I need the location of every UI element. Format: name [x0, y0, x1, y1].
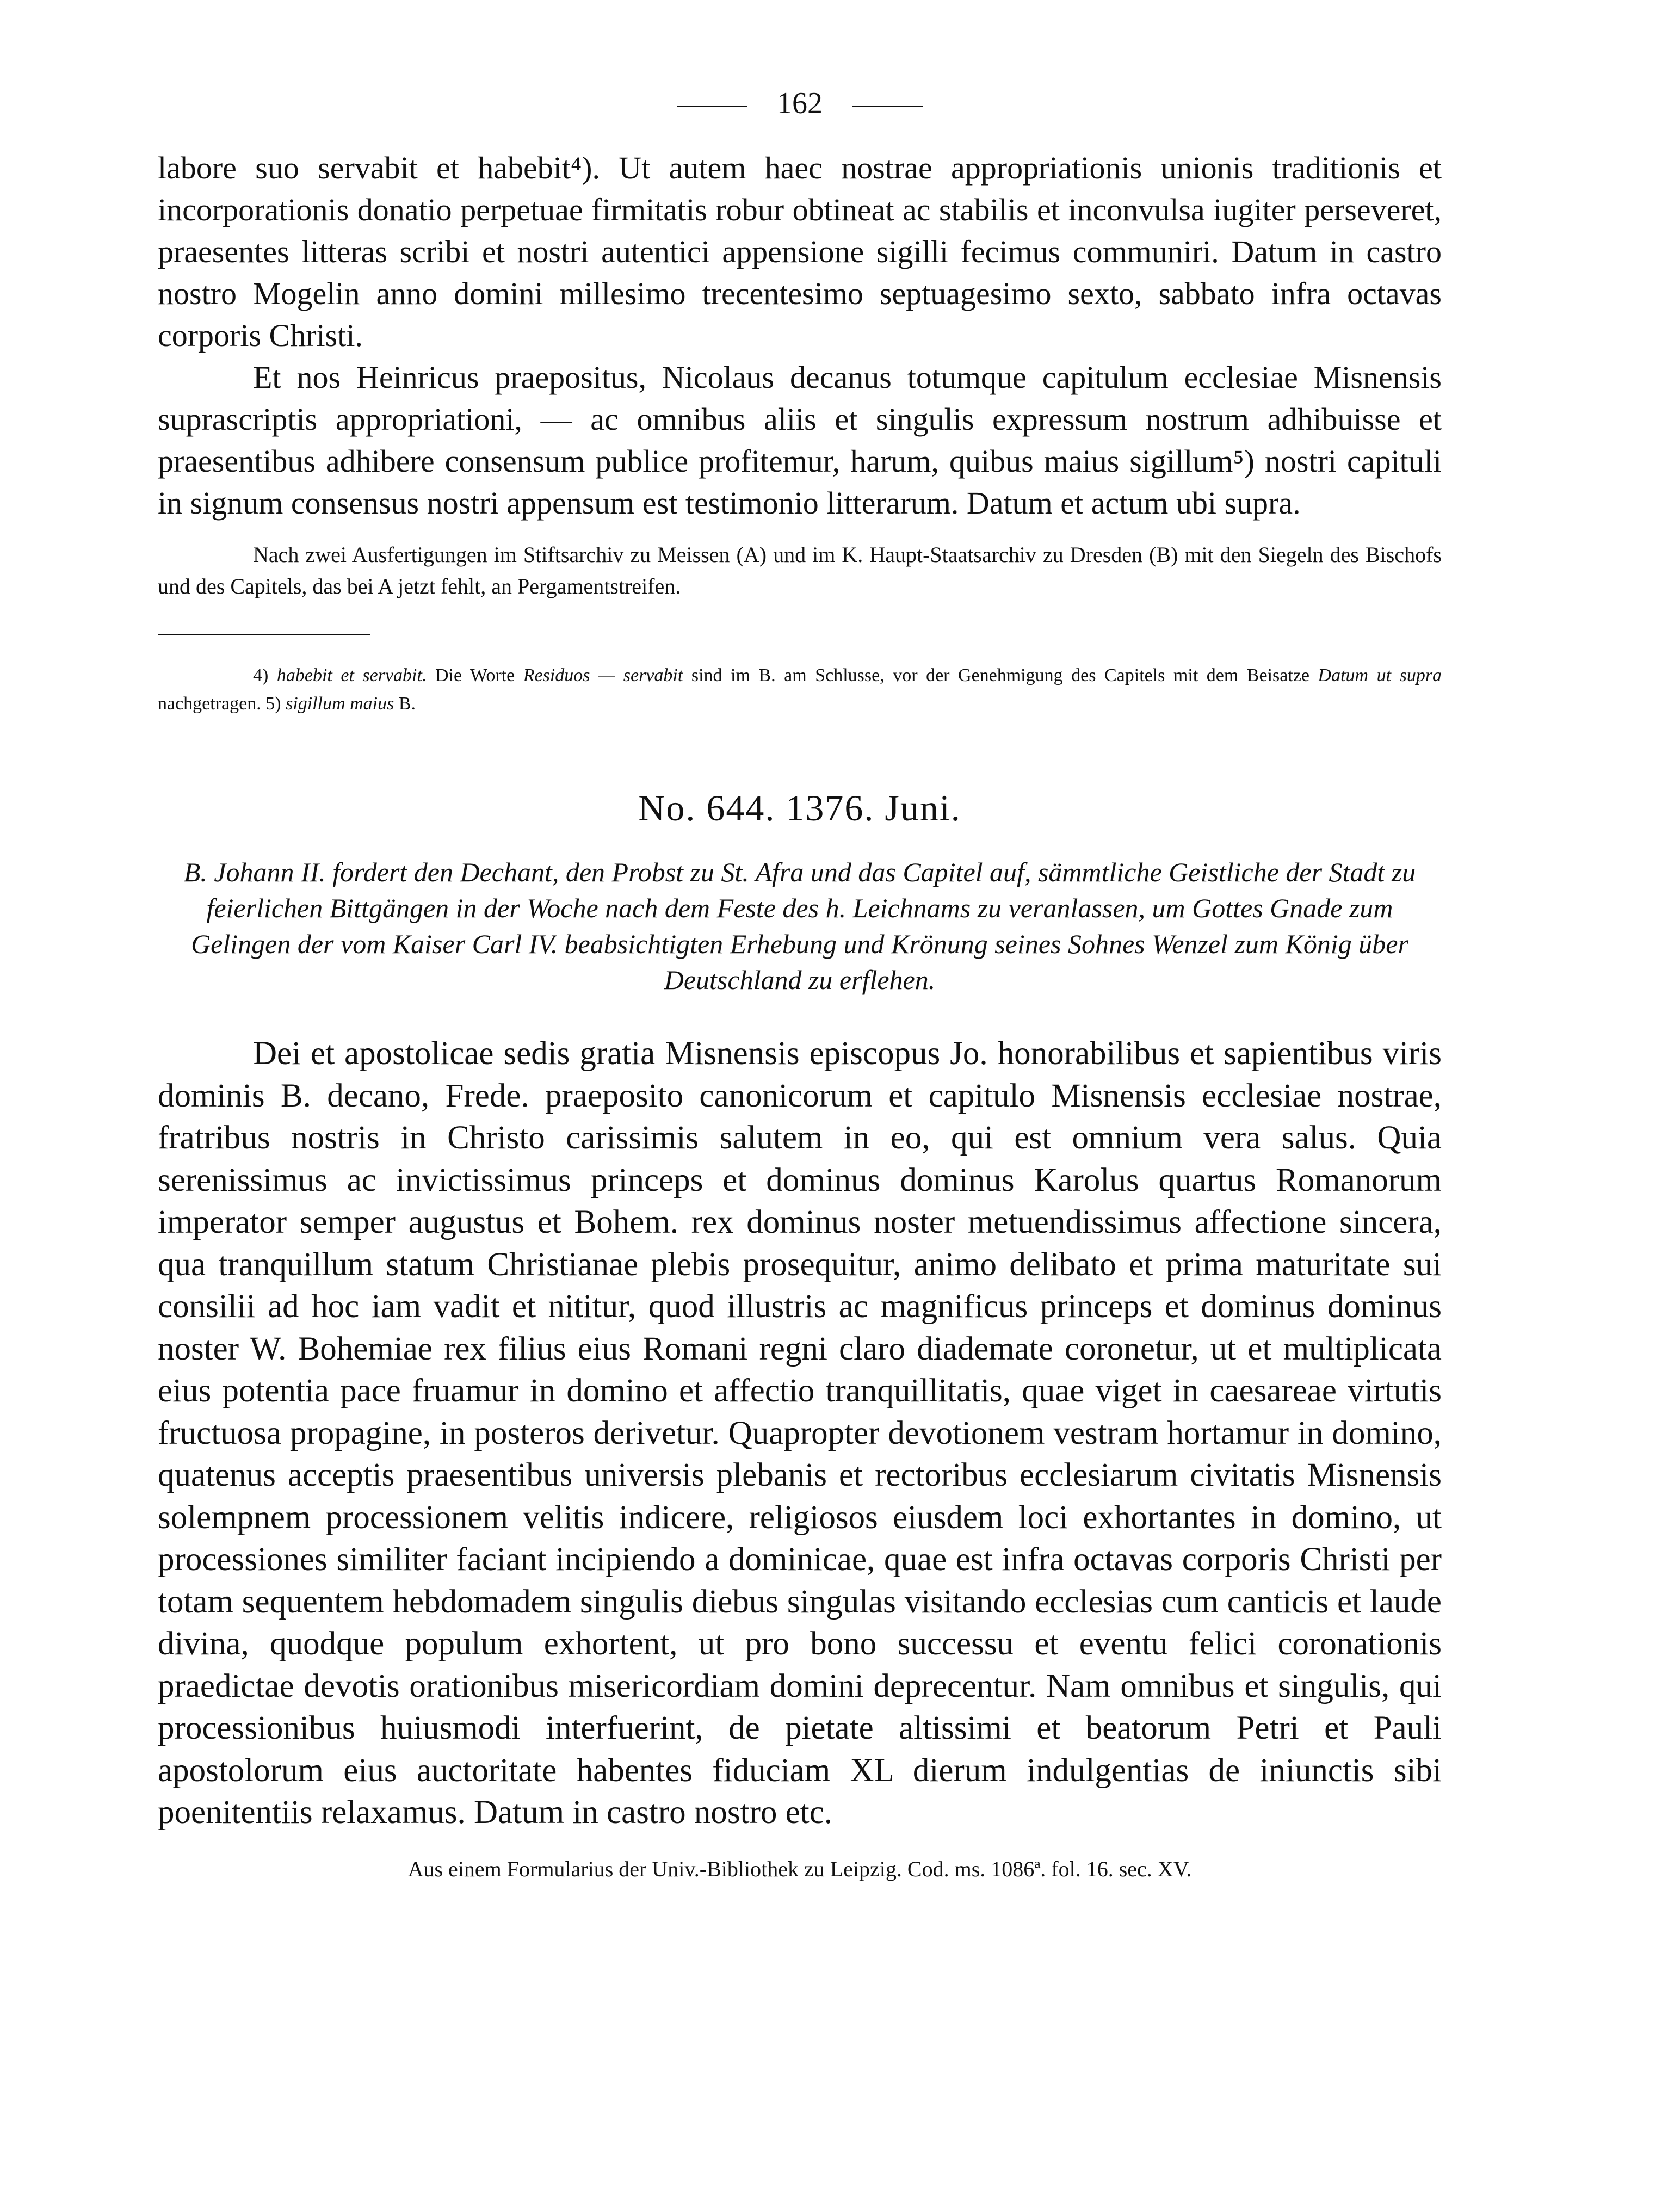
footnote-4-number: 4) — [253, 665, 269, 685]
footnote-5-number: 5) — [265, 694, 281, 714]
footnotes — [158, 662, 1442, 718]
page-number: 162 — [777, 86, 823, 120]
page-number-dash-right — [852, 106, 923, 107]
footnote-4-text-c: nachgetragen. — [158, 694, 261, 714]
footnote-4-text-a: Die Worte — [435, 665, 515, 685]
footnote-4-term-c: Datum ut supra — [1318, 665, 1442, 685]
regest-summary: B. Johann II. fordert den Dechant, den Probst zu St. Afra und das Capitel auf, sämmtliche Geistliche der Stadt zu feierlichen Bittgängen in der Woche nach dem Feste des h. Leichnams zu veranlassen, um Gottes Gnade zum Gelingen der vom Kaiser Carl IV. beabsichtigten Erhebung und Krönung seines Sohnes Wenzel zum König über Deutschland zu erflehen. — [183, 857, 1416, 995]
document-text: Dei et apostolicae sedis gratia Misnensis episcopus Jo. honorabilibus et sapientibus viris dominis B. decano, Frede. praeposito canonicorum et capitulo Misnensis ecclesiae nostrae, fratribus nostris in Christo carissimis salutem in eo, qui est omnium vera salus. Quia serenissimus ac invictissimus princeps et dominus dominus Karolus quartus Romanorum imperator semper augustus et Bohem. rex dominus noster metuendissimus affectione sincera, qua tranquillum statum Christianae plebis prosequitur, animo delibato et prima maturitate sui consilii ad hoc iam vadit et nititur, quod illustris ac magnificus princeps et dominus dominus noster W. Bohemiae rex filius eius Romani regni claro diademate coronetur, ut et multiplicata eius potentia pace fruamur in domino et affectio tranquillitatis, quae viget in caesareae virtutis fructuosa propagine, in posteros derivetur. Quapropter devotionem vestram hortamur in domino, quatenus acceptis praesentibus universis plebanis et rectoribus ecclesiarum civitatis Misnensis solempnem processionem velitis indicere, religiosos eiusdem loci exhortantes in domino, ut processiones similiter faciant incipiendo a dominicae, quae est infra octavas corporis Christi per totam sequentem hebdomadem singulis diebus singulas visitando ecclesias cum canticis et laude divina, quodque populum exhortent, ut pro bono successu et eventu felici coronationis praedictae devotis orationibus misericordiam domini deprecentur. Nam omnibus et singulis, qui processionibus huiusmodi interfuerint, de pietate altissimi et beatorum Petri et Pauli apostolorum eius auctoritate habentes fiduciam XL dierum indulgentias de iniunctis sibi poenitentiis relaxamus. Datum in castro nostro etc. — [158, 1035, 1442, 1831]
page-number-line — [158, 82, 1442, 125]
footnote-4-term-b: Residuos — servabit — [523, 665, 683, 685]
document-page — [158, 82, 1442, 1885]
footnote-5-text: B. — [398, 694, 416, 714]
paragraph-consent: Et nos Heinricus praepositus, Nicolaus decanus totumque capitulum ecclesiae Misnensis suprascriptis appropriationi, — ac omnibus aliis et singulis expressum nostrum adhibuisse et praesentibus adhibere consensum publice profitemur, harum, quibus maius sigillum⁵) nostri capituli in signum consensus nostri appensum est testimonio litterarum. Datum et actum ubi supra. — [158, 360, 1442, 521]
paragraph-continuation: labore suo servabit et habebit⁴). Ut autem haec nostrae appropriationis unionis traditionis et incorporationis donatio perpetuae firmitatis robur obtineat ac stabilis et inconvulsa iugiter perseveret, praesentes litteras scribi et nostri autentici appensione sigilli fecimus communiri. Datum in castro nostro Mogelin anno domini millesimo trecentesimo septuagesimo sexto, sabbato infra octavas corporis Christi. — [158, 150, 1442, 353]
footnote-5-term: sigillum maius — [286, 694, 394, 714]
source-note: Nach zwei Ausfertigungen im Stiftsarchiv zu Meissen (A) und im K. Haupt-Staatsarchiv zu Dresden (B) mit den Siegeln des Bischofs und des Capitels, das bei A jetzt fehlt, an Pergamentstreifen. — [158, 542, 1442, 598]
footnote-4-text-b: sind im B. am Schlusse, vor der Genehmigung des Capitels mit dem Beisatze — [691, 665, 1310, 685]
document-heading: No. 644. 1376. Juni. — [638, 787, 961, 829]
source-note-formularius: Aus einem Formularius der Univ.-Bibliothek zu Leipzig. Cod. ms. 1086ª. fol. 16. sec. XV. — [407, 1856, 1192, 1881]
page-number-dash-left — [677, 106, 747, 107]
footnote-divider — [158, 634, 370, 635]
footnote-4-term: habebit et servabit. — [276, 665, 427, 685]
